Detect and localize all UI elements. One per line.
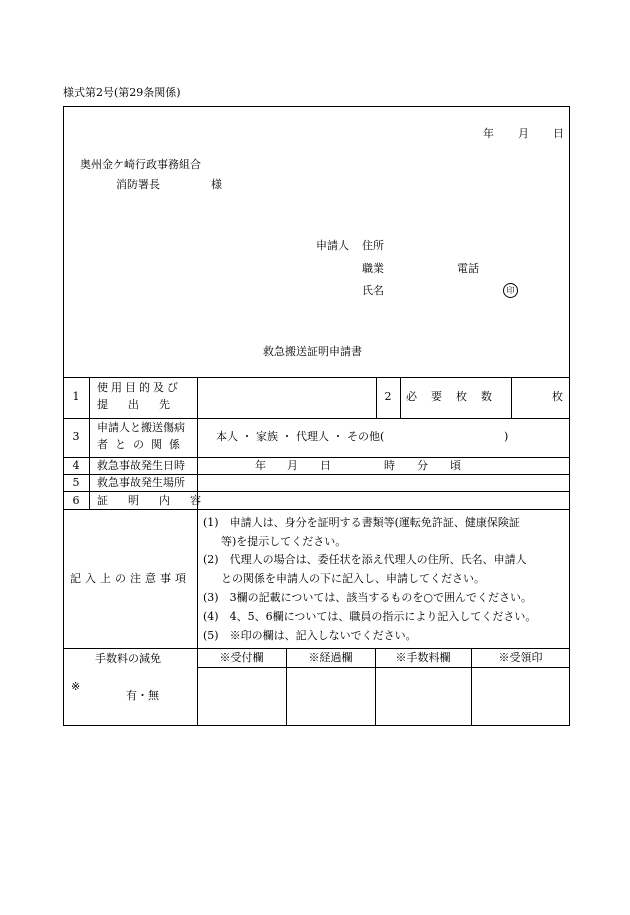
datetime-minute: 分: [417, 459, 428, 472]
fee-reduction-label: 手数料の減免: [95, 652, 161, 665]
note-4: (4) 4、5、6欄については、職員の指示により記入してください。: [203, 610, 537, 623]
certification-content-label: 証明内容: [97, 494, 221, 507]
purpose-label-line2: 提出先: [97, 398, 190, 411]
relation-label-line2: 者との関係: [97, 438, 187, 451]
addressee-org: 奥州金ケ崎行政事務組合: [80, 158, 201, 171]
row-5-number: 5: [72, 476, 80, 489]
datetime-about: 頃: [450, 459, 461, 472]
note-2: (2) 代理人の場合は、委任状を添え代理人の住所、氏名、申請人: [203, 553, 527, 566]
note-3: (3) 3欄の記載については、該当するものを○で囲んでください。: [203, 591, 532, 604]
document-title: 救急搬送証明申請書: [263, 345, 362, 358]
relation-close-paren: ): [504, 430, 509, 443]
addressee-honorific: 様: [211, 178, 222, 191]
note-1: (1) 申請人は、身分を証明する書類等(運転免許証、健康保険証: [203, 516, 520, 529]
occupation-label: 職業: [362, 262, 384, 275]
fee-column: ※手数料欄: [395, 651, 451, 664]
accident-datetime-label: 救急事故発生日時: [97, 459, 185, 472]
purpose-label-line1: 使用目的及び: [97, 381, 181, 394]
note-1-cont: 等)を提示してください。: [221, 535, 347, 548]
addressee-title: 消防署長: [116, 178, 160, 191]
row-4-number: 4: [72, 459, 80, 472]
address-label: 住所: [362, 239, 384, 252]
applicant-label: 申請人: [316, 239, 349, 252]
accident-place-label: 救急事故発生場所: [97, 476, 185, 489]
row-3-number: 3: [72, 430, 80, 443]
copies-label: 必要枚数: [406, 390, 506, 403]
fee-mark: ※: [71, 680, 81, 693]
date-month: 月: [518, 127, 529, 140]
receipt-seal-column: ※受領印: [498, 651, 543, 664]
name-label: 氏名: [362, 284, 384, 297]
date-day: 日: [553, 127, 564, 140]
datetime-year: 年: [255, 459, 266, 472]
progress-column: ※経過欄: [308, 651, 353, 664]
note-5: (5) ※印の欄は、記入しないでください。: [203, 629, 417, 642]
relation-label-line1: 申請人と搬送傷病: [97, 421, 185, 434]
date-year: 年: [483, 127, 494, 140]
reception-column: ※受付欄: [219, 651, 264, 664]
row-2-number: 2: [384, 390, 392, 403]
note-2-cont: との関係を申請人の下に記入し、申請してください。: [221, 572, 485, 585]
row-6-number: 6: [72, 494, 80, 507]
copies-unit: 枚: [552, 390, 563, 403]
form-number: 様式第2号(第29条関係): [63, 86, 181, 99]
row-1-number: 1: [72, 390, 80, 403]
datetime-month: 月: [287, 459, 298, 472]
datetime-hour: 時: [384, 459, 395, 472]
relation-options: 本人 ・ 家族 ・ 代理人 ・ その他(: [216, 430, 385, 443]
notes-label: 記入上の注意事項: [70, 572, 190, 585]
seal-mark-icon: 印: [503, 283, 518, 298]
datetime-day: 日: [320, 459, 331, 472]
phone-label: 電話: [457, 262, 479, 275]
fee-reduction-value: 有・無: [126, 689, 159, 702]
